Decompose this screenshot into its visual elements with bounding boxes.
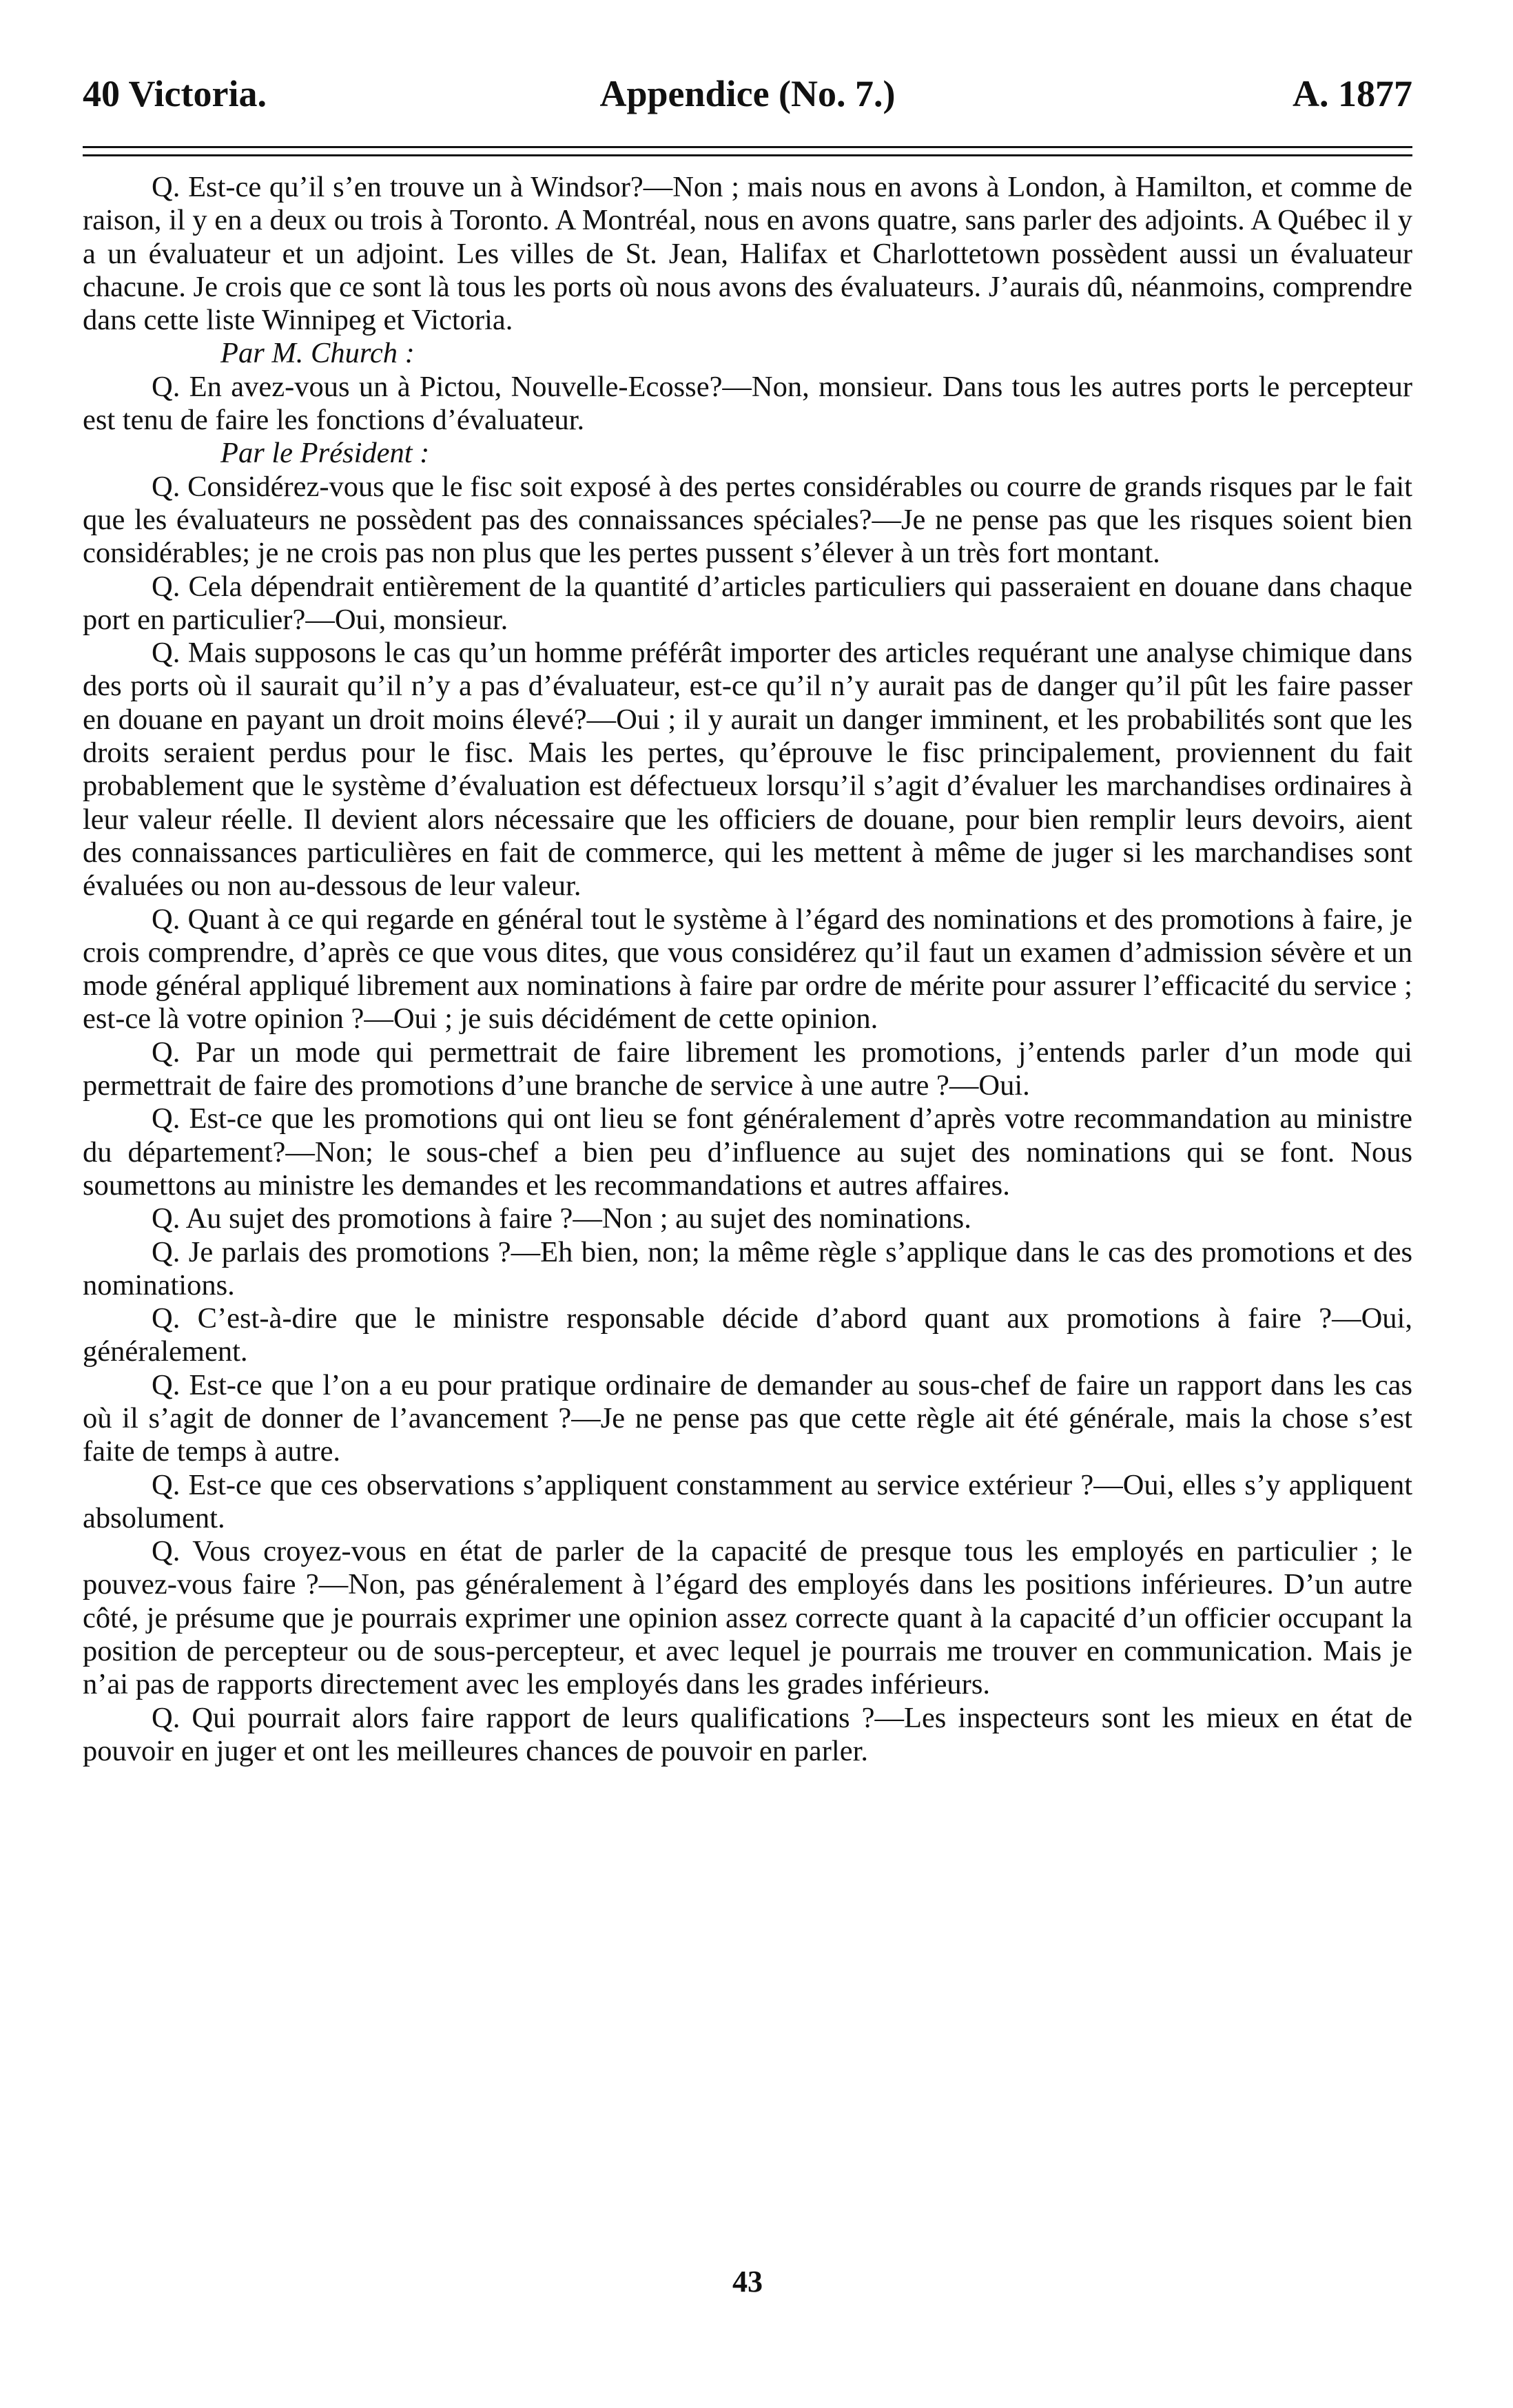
- header-year: A. 1877: [1293, 73, 1412, 114]
- paragraph: Q. Est-ce que ces observations s’appliquent constamment au service extérieur ?—Oui, elles s’y appliquent absolument.: [83, 1468, 1412, 1534]
- header-rule-top: [83, 146, 1412, 148]
- paragraph: Q. Est-ce que l’on a eu pour pratique ordinaire de demander au sous-chef de faire un rapport dans les cas où il s’agit de donner de l’avancement ?—Je ne pense pas que cette règle ait été générale, mais la chose s’est faite de temps à autre.: [83, 1368, 1412, 1468]
- paragraph: Q. Cela dépendrait entièrement de la quantité d’articles particuliers qui passeraient en douane dans chaque port en particulier?—Oui, monsieur.: [83, 570, 1412, 636]
- header-volume: 40 Victoria.: [83, 73, 267, 114]
- paragraph: Q. Est-ce qu’il s’en trouve un à Windsor?—Non ; mais nous en avons à London, à Hamilton, et comme de raison, il y en a deux ou trois à Toronto. A Montréal, nous en avons quatre, sans parler des adjoints. A Québec il y a un évaluateur et un adjoint. Les villes de St. Jean, Halifax et Charlottetown possèdent aussi un évaluateur chacune. Je crois que ce sont là tous les ports où nous avons des évaluateurs. J’aurais dû, néanmoins, comprendre dans cette liste Winnipeg et Victoria.: [83, 171, 1412, 337]
- speaker-heading: Par le Président :: [220, 437, 430, 470]
- paragraph: Q. C’est-à-dire que le ministre responsable décide d’abord quant aux promotions à faire ?—Oui, généralement.: [83, 1302, 1412, 1368]
- header-rule-bottom: [83, 154, 1412, 156]
- page-number: 43: [732, 2265, 763, 2298]
- paragraph: Q. Je parlais des promotions ?—Eh bien, non; la même règle s’applique dans le cas des promotions et des nominations.: [83, 1235, 1412, 1301]
- document-page: [83, 0, 1412, 2408]
- paragraph: Q. Mais supposons le cas qu’un homme préférât importer des articles requérant une analyse chimique dans des ports où il saurait qu’il n’y a pas d’évaluateur, est-ce qu’il n’y aurait pas de danger qu’il pût les faire passer en douane en payant un droit moins élevé?—Oui ; il y aurait un danger imminent, et les probabilités sont que les droits seraient perdus pour le fisc. Mais les pertes, qu’éprouve le fisc principalement, proviennent du fait probablement que le système d’évaluation est défectueux lorsqu’il s’agit d’évaluer les marchandises ordinaires à leur valeur réelle. Il devient alors nécessaire que les officiers de douane, pour bien remplir leurs devoirs, aient des connaissances particulières en fait de commerce, qui les mettent à même de juger si les marchandises sont évaluées ou non au-dessous de leur valeur.: [83, 637, 1412, 903]
- paragraph: Q. En avez-vous un à Pictou, Nouvelle-Ecosse?—Non, monsieur. Dans tous les autres ports le percepteur est tenu de faire les fonctions d’évaluateur.: [83, 370, 1412, 437]
- body-text: [83, 171, 1412, 1768]
- paragraph: Q. Par un mode qui permettrait de faire librement les promotions, j’entends parler d’un mode qui permettrait de faire des promotions d’une branche de service à une autre ?—Oui.: [83, 1036, 1412, 1102]
- running-header: [83, 66, 1412, 121]
- paragraph: Q. Considérez-vous que le fisc soit exposé à des pertes considérables ou courre de grands risques par le fait que les évaluateurs ne possèdent pas des connaissances spéciales?—Je ne pense pas que les risques soient bien considérables; je ne crois pas non plus que les pertes pussent s’élever à un très fort montant.: [83, 470, 1412, 570]
- paragraph: Q. Au sujet des promotions à faire ?—Non ; au sujet des nominations.: [152, 1202, 971, 1235]
- speaker-heading: Par M. Church :: [220, 337, 415, 370]
- header-title: Appendice (No. 7.): [599, 73, 896, 114]
- paragraph: Q. Quant à ce qui regarde en général tout le système à l’égard des nominations et des promotions à faire, je crois comprendre, d’après ce que vous dites, que vous considérez qu’il faut un examen d’admission sévère et un mode général appliqué librement aux nominations à faire par ordre de mérite pour assurer l’efficacité du service ; est-ce là votre opinion ?—Oui ; je suis décidément de cette opinion.: [83, 903, 1412, 1036]
- paragraph: Q. Qui pourrait alors faire rapport de leurs qualifications ?—Les inspecteurs sont les mieux en état de pouvoir en juger et ont les meilleures chances de pouvoir en parler.: [83, 1701, 1412, 1767]
- paragraph: Q. Vous croyez-vous en état de parler de la capacité de presque tous les employés en particulier ; le pouvez-vous faire ?—Non, pas généralement à l’égard des employés dans les positions inférieures. D’un autre côté, je présume que je pourrais exprimer une opinion assez correcte quant à la capacité d’un officier occupant la position de percepteur ou de sous-percepteur, et avec lequel je pourrais me trouver en communication. Mais je n’ai pas de rapports directement avec les employés dans les grades inférieurs.: [83, 1535, 1412, 1701]
- paragraph: Q. Est-ce que les promotions qui ont lieu se font généralement d’après votre recommandation au ministre du département?—Non; le sous-chef a bien peu d’influence au sujet des nominations qui se font. Nous soumettons au ministre les demandes et les recommandations et autres affaires.: [83, 1102, 1412, 1202]
